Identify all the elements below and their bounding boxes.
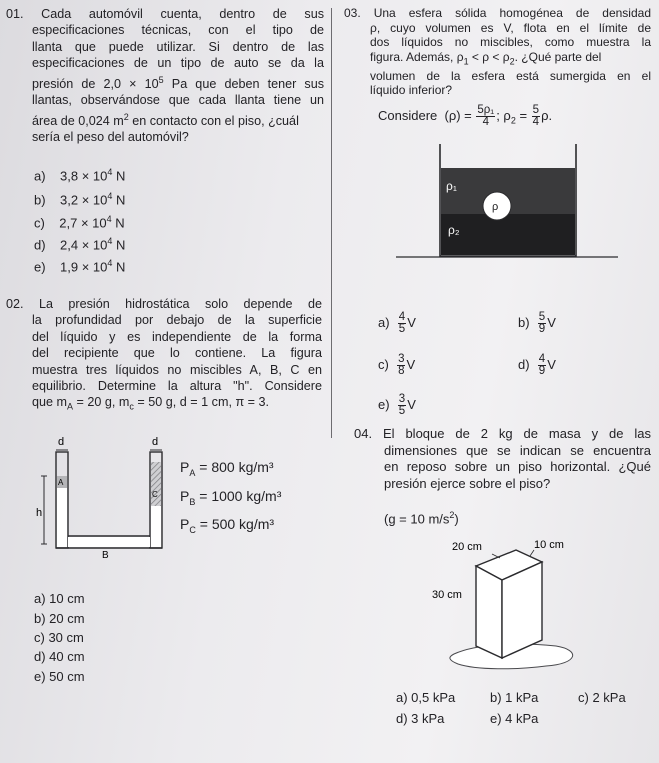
q03-line-6: líquido inferior? [370,83,453,98]
q03-option-a[interactable]: a) $\frac{4}{5}$ V [378,311,416,335]
q02-label-c: C [152,490,158,499]
q01-pressure-value: $2,0 \times 10^5$ [103,74,164,91]
q03-liquid-rho2 [441,214,575,255]
q02-option-b[interactable]: b) 20 cm [34,611,85,626]
q01-line-5 [6,72,324,93]
q03-line-3: dos líquidos no miscibles, como muestra la [370,35,651,50]
q04-line-1: 04. El bloque de 2 kg de masa y de las [354,426,651,441]
q01-line-2: especificaciones técnicas, con el tipo de [32,23,324,38]
q01-line-8: sería el peso del automóvil? [32,130,189,145]
q02-option-d[interactable]: d) 40 cm [34,649,85,664]
q01-line-5a: presión de [32,76,104,91]
q03-label-rho2: ρ₂ [448,223,460,237]
q01-option-d[interactable]: d) $2,4 \times 10^4$ N [34,236,126,253]
q01-option-e[interactable]: e) $1,9 \times 10^4$ N [34,258,126,275]
q02-option-a[interactable]: a) 10 cm [34,591,85,606]
q02-line-6: equilibrio. Determine la altura "h". Considere [32,379,322,394]
q02-label-d-left: d [58,436,65,448]
q04-option-c[interactable]: c) 2 kPa [578,690,626,705]
q04-block-front [476,566,502,658]
q02-line-7: que $m_A = 20$ g, $m_c = 50$ g, d = 1 cm, π = 3. [32,395,269,412]
q04-line-3: en reposo sobre un piso horizontal. ¿Qué [384,459,651,475]
q03-option-d[interactable]: d) $\frac{4}{9}$ V [518,353,556,377]
q02-label-b: B [102,550,109,561]
q03-option-e[interactable]: e) $\frac{3}{5}$ V [378,393,416,417]
column-divider [331,8,332,438]
q04-option-a[interactable]: a) 0,5 kPa [396,690,456,705]
q04-label-30cm: 30 cm [432,589,462,601]
q02-density-b: $P_B = 1000$ kg/m³ [180,488,282,507]
q04-label-20cm: 20 cm [452,541,482,553]
q02-density-c: $P_C = 500$ kg/m³ [180,516,275,535]
q01-line-6: llantas, observándose que cada llanta tiene un [32,93,324,108]
q02-line-3: del líquido y es independiente de la forma [32,329,322,344]
q04-block-figure [406,536,606,676]
q04-line-2: dimensiones que se indican se encuentra [384,442,651,458]
q02-line-1: 02. La presión hidrostática solo depende de [6,297,322,311]
q02-line-4: del recipiente que lo contiene. La figura [32,346,322,361]
q03-statement [344,6,651,98]
q03-option-c[interactable]: c) $\frac{3}{8}$ V [378,353,416,377]
q03-line-5: volumen de la esfera está sumergida en el [370,68,651,83]
q02-option-c[interactable]: c) 30 cm [34,630,84,645]
q04-gravity: (g = 10 $m/s^2$) [384,510,459,527]
q04-statement [354,426,651,492]
q03-option-b[interactable]: b) $\frac{5}{9}$ V [518,311,556,335]
q02-liquid-c [151,462,161,506]
q04-option-b[interactable]: b) 1 kPa [490,690,539,705]
q01-line-1: 01. Cada automóvil cuenta, dentro de sus [6,7,324,21]
q04-label-10cm: 10 cm [534,539,564,551]
q04-line-4: presión ejerce sobre el piso? [384,475,551,491]
q01-line-5b: Pa que deben tener sus [163,76,324,91]
q01-option-a[interactable]: a) $3,8 \times 10^4$ N [34,167,126,184]
q01-option-b[interactable]: b) $3,2 \times 10^4$ N [34,191,126,208]
q02-u-tube-figure [34,434,164,562]
q02-label-d-right: d [152,436,159,448]
q02-statement [6,296,322,415]
q03-line-4: figura. Además, $\rho_1 < \rho < \rho_2$. ¿Qué parte del [370,49,602,67]
q03-line-2: ρ, cuyo volumen es V, flota en el límite de [370,20,651,35]
q01-line-3: llanta que puede utilizar. Si dentro de las [32,39,324,54]
q03-consider: Considere (ρ) = $\frac{\text{5ρ₁}}{4}$ ; $\rho_2$ = $\frac{5}{4}$ ρ. [378,104,553,128]
q02-label-h: h [36,507,43,519]
q03-label-rho: ρ [492,201,499,213]
q01-line-7: área de 0,024 $m^2$ en contacto con el piso, ¿cuál [32,111,299,128]
q02-liquid-b [57,488,67,547]
q01-statement [6,6,324,146]
q04-option-d[interactable]: d) 3 kPa [396,711,445,726]
q02-option-e[interactable]: e) 50 cm [34,669,85,684]
q02-line-5: muestra tres líquidos no miscibles A, B, C en [32,362,322,377]
q02-density-a: $P_A = 800$ kg/m³ [180,459,274,478]
q02-label-a: A [58,478,64,487]
q04-option-e[interactable]: e) 4 kPa [490,711,539,726]
q03-container-figure [396,138,618,262]
q02-line-2: la profundidad por debajo de la superficie [32,313,322,328]
q01-line-4: especificaciones de un tipo de auto se da la [32,56,324,71]
q01-option-c[interactable]: c) $2,7 \times 10^4$ N [34,214,125,231]
q03-line-1: 03. Una esfera sólida homogénea de densidad [344,6,651,20]
q03-label-rho1: ρ₁ [446,179,457,193]
